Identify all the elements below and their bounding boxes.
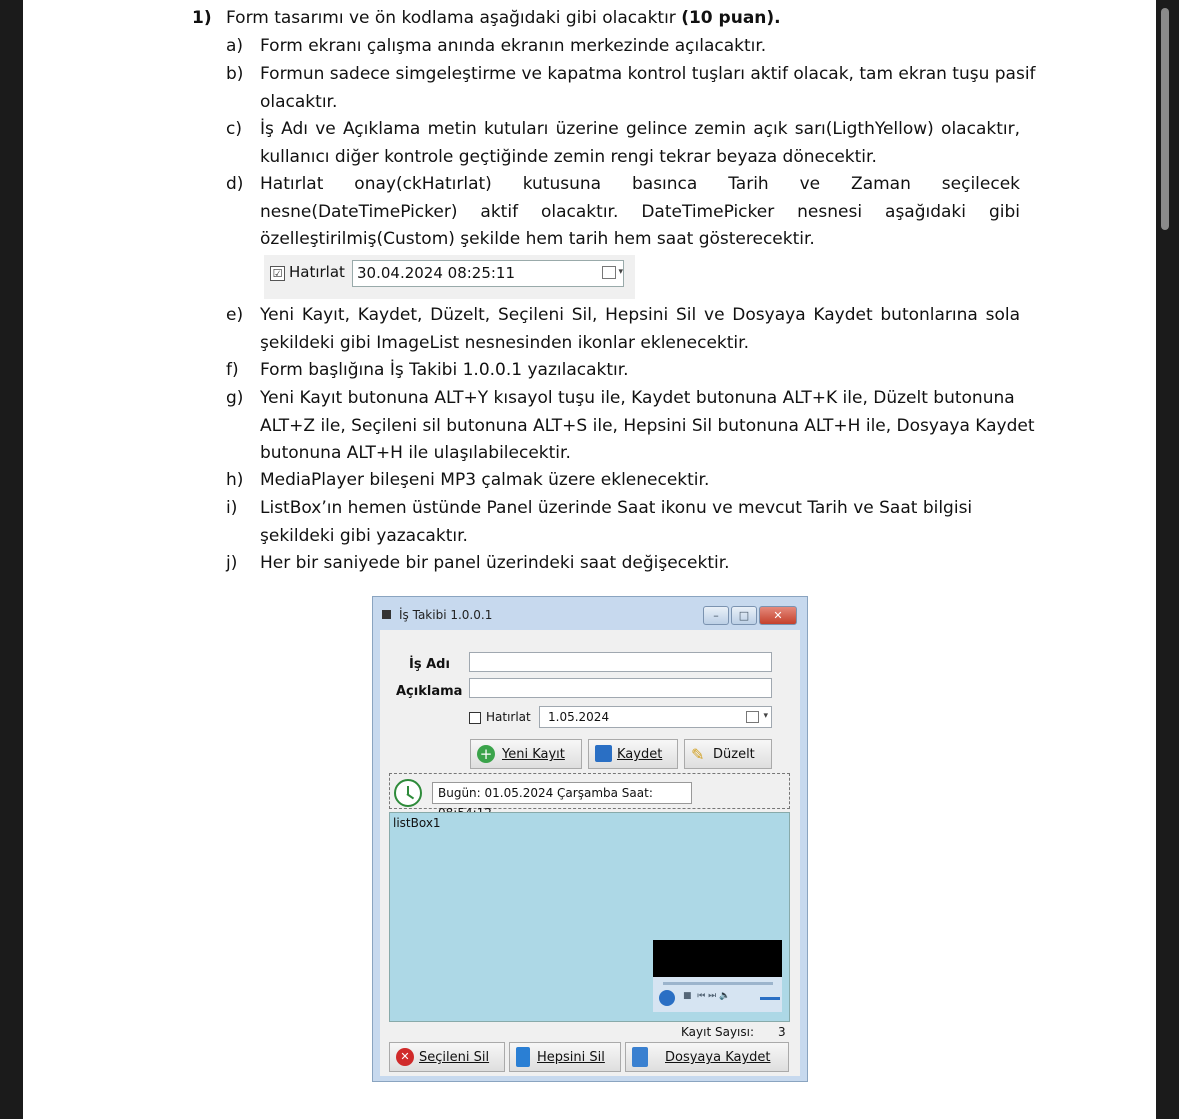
aciklama-input[interactable] [469,678,772,698]
calendar-icon[interactable] [746,711,759,723]
item-letter: b) [226,64,244,84]
item-line: şekildeki gibi yazacaktır. [260,525,468,546]
calendar-icon[interactable] [602,266,616,279]
item-letter: j) [226,553,238,573]
media-player[interactable] [653,940,782,1012]
item-line: butonuna ALT+H ile ulaşılabilecektir. [260,443,571,463]
item-letter: h) [226,470,244,490]
file-save-icon [632,1047,648,1067]
maximize-button[interactable]: □ [731,606,757,625]
media-screen [653,940,782,977]
item-letter: g) [226,388,244,408]
pencil-icon: ✎ [691,745,705,764]
item-line: Hatırlat onay(ckHatırlat) kutusuna basınca Tarih ve Zaman seçilecek [260,174,1020,194]
date-picker[interactable] [539,706,772,728]
item-line: şekildeki gibi ImageList nesnesinden ikonlar eklenecektir. [260,332,749,353]
hepsini-sil-label: Hepsini Sil [537,1050,605,1065]
question-text: Form tasarımı ve ön kodlama aşağıdaki gibi olacaktır [226,8,676,28]
item-letter: d) [226,174,244,194]
dosyaya-kaydet-button[interactable] [625,1042,789,1072]
item-line: MediaPlayer bileşeni MP3 çalmak üzere eklenecektir. [260,470,710,490]
duzelt-label: Düzelt [713,747,755,762]
clock-icon [394,779,422,807]
dropdown-arrow-icon[interactable]: ▾ [618,267,623,277]
item-line: Formun sadece simgeleştirme ve kapatma kontrol tuşları aktif olacak, tam ekran tuşu pasif [260,64,1036,84]
item-letter: i) [226,498,238,518]
play-icon[interactable] [659,990,675,1006]
item-line: olacaktır. [260,91,338,112]
listbox-label: listBox1 [393,816,441,830]
item-line: Form başlığına İş Takibi 1.0.0.1 yazılacaktır. [260,360,629,380]
transport-icons[interactable]: ■ ⏮ ⏭ 🔈 [683,991,731,1001]
kayit-sayisi-value: 3 [778,1025,786,1039]
item-letter: e) [226,305,244,325]
plus-icon: + [477,745,495,763]
kayit-sayisi-label: Kayıt Sayısı: [681,1025,755,1039]
question-heading [226,8,781,28]
item-letter: c) [226,119,242,139]
item-line: Form ekranı çalışma anında ekranın merkezinde açılacaktır. [260,36,767,56]
is-adi-label: İş Adı [409,657,450,672]
hepsini-sil-button[interactable] [509,1042,621,1072]
item-letter: a) [226,36,244,56]
delete-icon: ✕ [396,1048,414,1066]
minimize-button[interactable]: – [703,606,729,625]
question-number: 1) [192,8,212,28]
dosyaya-kaydet-label: Dosyaya Kaydet [665,1050,771,1065]
trash-icon [516,1047,530,1067]
volume-slider[interactable] [760,997,780,1000]
date-value: 1.05.2024 [548,710,610,724]
seek-bar[interactable] [663,982,773,985]
date-time-status: Bugün: 01.05.2024 Çarşamba Saat: [432,782,692,804]
item-line: kullanıcı diğer kontrole geçtiğinde zemin rengi tekrar beyaza dönecektir. [260,146,877,167]
item-letter: f) [226,360,239,380]
window-title: İş Takibi 1.0.0.1 [399,608,493,622]
item-line: nesne(DateTimePicker) aktif olacaktır. DateTimePicker nesnesi aşağıdaki gibi [260,201,1020,222]
datetime-field[interactable] [352,260,624,287]
hatirlat-label: Hatırlat [289,263,345,281]
hatirlat-checkbox-checked[interactable]: ☑ [270,266,285,281]
secileni-sil-label: Seçileni Sil [419,1050,490,1065]
close-button[interactable]: ✕ [759,606,797,625]
dropdown-arrow-icon[interactable]: ▾ [763,711,768,721]
aciklama-label: Açıklama [396,684,463,699]
duzelt-button[interactable] [684,739,772,769]
kaydet-label: Kaydet [617,747,663,762]
scrollbar-thumb[interactable] [1161,8,1169,230]
is-adi-input[interactable] [469,652,772,672]
hatirlat-checkbox[interactable] [469,712,481,724]
yeni-kayit-button[interactable] [470,739,582,769]
hatirlat-checkbox-label: Hatırlat [486,710,531,724]
item-line: Her bir saniyede bir panel üzerindeki saat değişecektir. [260,553,730,573]
item-line: ListBox’ın hemen üstünde Panel üzerinde Saat ikonu ve mevcut Tarih ve Saat bilgisi [260,498,973,518]
yeni-kayit-label: Yeni Kayıt [502,747,565,762]
item-line: İş Adı ve Açıklama metin kutuları üzerine gelince zemin açık sarı(LigthYellow) olacaktır, [260,119,1020,139]
item-line: ALT+Z ile, Seçileni sil butonuna ALT+S ile, Hepsini Sil butonuna ALT+H ile, Dosyaya Kaydet [260,415,1035,436]
save-icon [595,745,612,762]
question-points: (10 puan). [681,8,781,28]
datetime-value: 30.04.2024 08:25:11 [357,264,516,282]
kaydet-button[interactable] [588,739,678,769]
item-line: özelleştirilmiş(Custom) şekilde hem tarih hem saat gösterecektir. [260,229,815,249]
secileni-sil-button[interactable] [389,1042,505,1072]
app-icon [382,610,391,619]
media-controls[interactable] [653,977,782,1012]
item-line: Yeni Kayıt butonuna ALT+Y kısayol tuşu ile, Kaydet butonuna ALT+K ile, Düzelt butonuna [260,388,1015,408]
item-line: Yeni Kayıt, Kaydet, Düzelt, Seçileni Sil, Hepsini Sil ve Dosyaya Kaydet butonlarına sola [260,305,1020,325]
datetimepicker-example [264,255,635,299]
